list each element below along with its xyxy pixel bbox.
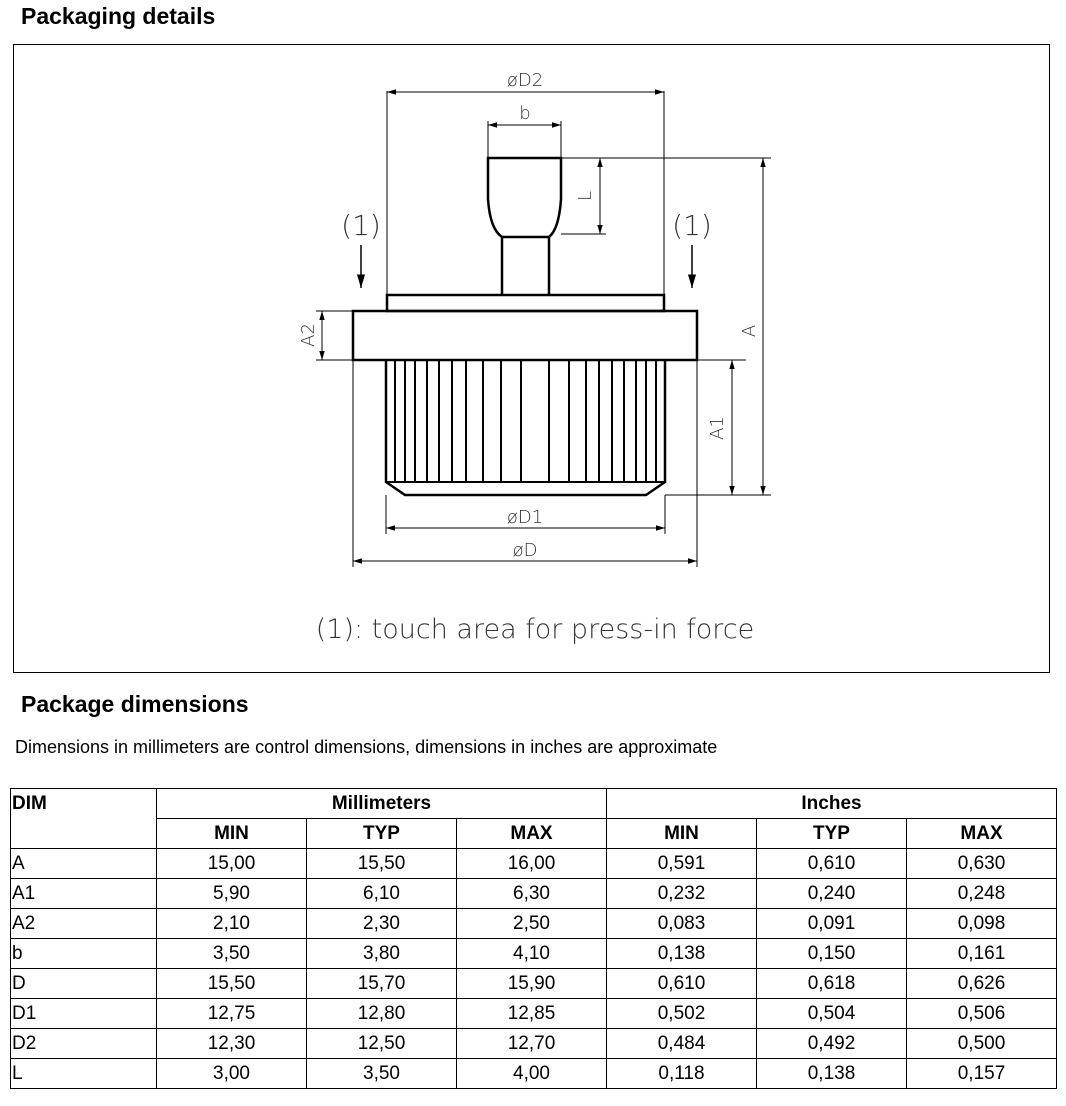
value-cell: 0,118: [607, 1059, 757, 1089]
value-cell: 15,50: [307, 849, 457, 879]
dim-cell: A2: [11, 909, 157, 939]
value-cell: 0,504: [757, 999, 907, 1029]
header-in-typ: TYP: [757, 819, 907, 849]
label-touch-left: (1): [341, 209, 381, 242]
label-a2: A2: [298, 323, 319, 347]
table-subheader-row: [11, 819, 1057, 849]
value-cell: 0,591: [607, 849, 757, 879]
dim-cell: b: [11, 939, 157, 969]
header-mm-typ: TYP: [307, 819, 457, 849]
value-cell: 2,10: [157, 909, 307, 939]
value-cell: 3,50: [307, 1059, 457, 1089]
value-cell: 0,083: [607, 909, 757, 939]
value-cell: 15,90: [457, 969, 607, 999]
value-cell: 0,248: [907, 879, 1057, 909]
label-d2: øD2: [506, 70, 544, 91]
header-in-min: MIN: [607, 819, 757, 849]
value-cell: 3,80: [307, 939, 457, 969]
value-cell: 0,618: [757, 969, 907, 999]
value-cell: 15,50: [157, 969, 307, 999]
value-cell: 6,30: [457, 879, 607, 909]
value-cell: 0,091: [757, 909, 907, 939]
table-row: [11, 1029, 1057, 1059]
value-cell: 12,70: [457, 1029, 607, 1059]
table-header-row: [11, 789, 1057, 819]
value-cell: 0,500: [907, 1029, 1057, 1059]
dimensions-table: [10, 788, 1057, 1089]
label-a: A: [739, 324, 760, 338]
value-cell: 0,157: [907, 1059, 1057, 1089]
value-cell: 3,50: [157, 939, 307, 969]
dim-cell: D: [11, 969, 157, 999]
value-cell: 12,80: [307, 999, 457, 1029]
component-outline: [353, 158, 697, 495]
value-cell: 5,90: [157, 879, 307, 909]
label-d1: øD1: [506, 507, 544, 528]
value-cell: 2,30: [307, 909, 457, 939]
value-cell: 0,161: [907, 939, 1057, 969]
value-cell: 0,138: [607, 939, 757, 969]
dim-cell: A: [11, 849, 157, 879]
dim-cell: D1: [11, 999, 157, 1029]
value-cell: 6,10: [307, 879, 457, 909]
value-cell: 0,610: [607, 969, 757, 999]
drawing-footnote: (1): touch area for press-in force: [315, 614, 755, 645]
header-inches: Inches: [607, 789, 1057, 819]
value-cell: 0,232: [607, 879, 757, 909]
table-row: [11, 909, 1057, 939]
header-mm-min: MIN: [157, 819, 307, 849]
value-cell: 4,00: [457, 1059, 607, 1089]
value-cell: 0,240: [757, 879, 907, 909]
label-a1: A1: [707, 416, 728, 440]
value-cell: 0,630: [907, 849, 1057, 879]
value-cell: 12,50: [307, 1029, 457, 1059]
table-row: [11, 1059, 1057, 1089]
table-row: [11, 939, 1057, 969]
value-cell: 0,098: [907, 909, 1057, 939]
value-cell: 2,50: [457, 909, 607, 939]
value-cell: 0,150: [757, 939, 907, 969]
dim-cell: D2: [11, 1029, 157, 1059]
value-cell: 12,30: [157, 1029, 307, 1059]
value-cell: 3,00: [157, 1059, 307, 1089]
dim-cell: L: [11, 1059, 157, 1089]
value-cell: 0,492: [757, 1029, 907, 1059]
value-cell: 0,502: [607, 999, 757, 1029]
table-row: [11, 849, 1057, 879]
value-cell: 4,10: [457, 939, 607, 969]
value-cell: 12,85: [457, 999, 607, 1029]
package-drawing: [1, 1, 1066, 681]
label-l: L: [575, 190, 596, 202]
label-touch-right: (1): [672, 209, 712, 242]
value-cell: 15,00: [157, 849, 307, 879]
value-cell: 0,484: [607, 1029, 757, 1059]
table-row: [11, 999, 1057, 1029]
table-row: [11, 969, 1057, 999]
value-cell: 12,75: [157, 999, 307, 1029]
label-d: øD: [512, 540, 538, 561]
dim-cell: A1: [11, 879, 157, 909]
package-drawing-frame: [13, 44, 1050, 673]
value-cell: 0,138: [757, 1059, 907, 1089]
header-millimeters: Millimeters: [157, 789, 607, 819]
header-dim: DIM: [11, 789, 157, 849]
value-cell: 0,626: [907, 969, 1057, 999]
dimensions-note: Dimensions in millimeters are control dimensions, dimensions in inches are approximate: [15, 737, 718, 757]
packaging-details-heading: Packaging details: [21, 3, 216, 29]
label-b: b: [519, 103, 531, 124]
table-row: [11, 879, 1057, 909]
header-mm-max: MAX: [457, 819, 607, 849]
value-cell: 16,00: [457, 849, 607, 879]
header-in-max: MAX: [907, 819, 1057, 849]
value-cell: 0,506: [907, 999, 1057, 1029]
value-cell: 15,70: [307, 969, 457, 999]
value-cell: 0,610: [757, 849, 907, 879]
package-dimensions-heading: Package dimensions: [21, 691, 249, 717]
